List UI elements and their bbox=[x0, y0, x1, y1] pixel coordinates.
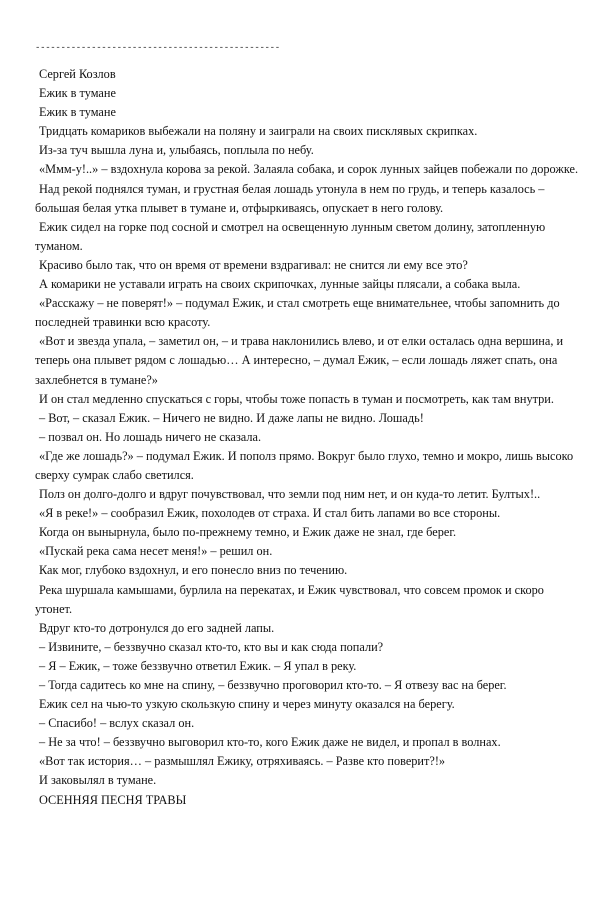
paragraph: Река шуршала камышами, бурлила на перекатах, и Ежик чувствовал, что совсем промок и скоро утонет. bbox=[35, 582, 544, 616]
paragraph: – позвал он. Но лошадь ничего не сказала. bbox=[39, 429, 262, 444]
paragraph: «Пускай река сама несет меня!» – решил он. bbox=[39, 544, 273, 559]
paragraph: Ежик сидел на горке под сосной и смотрел на освещенную лунным светом долину, затопленную туманом. bbox=[35, 219, 546, 253]
paragraph: – Тогда садитесь ко мне на спину, – беззвучно проговорил кто-то. – Я отвезу вас на берег. bbox=[39, 678, 507, 692]
paragraph: Ежик сел на чью-то узкую скользкую спину и через минуту оказался на берегу. bbox=[39, 697, 455, 712]
paragraph: Как мог, глубоко вздохнул, и его понесло вниз по течению. bbox=[39, 563, 348, 578]
paragraph: «Вот так история… – размышлял Ежику, отряхиваясь. – Разве кто поверит?!» bbox=[39, 754, 446, 769]
paragraph: «Вот и звезда упала, – заметил он, – и трава наклонились влево, и от елки осталась одна вершина, и теперь она плывет рядом с лошадью… А интересно, – думал Ежик, – если лошадь ляжет спать, она захлебнется в тумане?» bbox=[35, 334, 564, 387]
next-story-title: ОСЕННЯЯ ПЕСНЯ ТРАВЫ bbox=[39, 792, 187, 807]
author-name: Сергей Козлов bbox=[39, 67, 116, 81]
paragraph: Над рекой поднялся туман, и грустная белая лошадь утонула в нем по грудь, и теперь казалось – большая белая утка плывет в тумане и, отфыркиваясь, опускает в него голову. bbox=[35, 181, 545, 215]
separator-line: ------------------------------------------------ bbox=[35, 43, 280, 53]
paragraph: «Ммм-у!..» – вздохнула корова за рекой. Залаяла собака, и сорок лунных зайцев побежали по дорожке. bbox=[39, 162, 579, 177]
paragraph: – Спасибо! – вслух сказал он. bbox=[39, 716, 195, 731]
paragraph: Когда он вынырнула, было по-прежнему темно, и Ежик даже не знал, где берег. bbox=[39, 525, 457, 540]
paragraph: – Извините, – беззвучно сказал кто-то, кто вы и как сюда попали? bbox=[39, 639, 384, 654]
paragraph: Вдруг кто-то дотронулся до его задней лапы. bbox=[39, 620, 275, 635]
paragraph: И заковылял в тумане. bbox=[39, 773, 157, 788]
paragraph: Из-за туч вышла луна и, улыбаясь, поплыла по небу. bbox=[39, 143, 314, 158]
story-title: Ежик в тумане bbox=[39, 86, 116, 101]
paragraph: «Я в реке!» – сообразил Ежик, похолодев от страха. И стал бить лапами во все стороны. bbox=[39, 506, 501, 521]
paragraph: – Я – Ежик, – тоже беззвучно ответил Ежик. – Я упал в реку. bbox=[39, 658, 357, 673]
story-title-repeat: Ежик в тумане bbox=[39, 105, 116, 120]
paragraph: И он стал медленно спускаться с горы, чтобы тоже попасть в туман и посмотреть, как там внутри. bbox=[39, 391, 554, 406]
paragraph: «Где же лошадь?» – подумал Ежик. И пополз прямо. Вокруг было глухо, темно и мокро, лишь высоко сверху сумрак слабо светился. bbox=[35, 448, 574, 482]
paragraph: «Расскажу – не поверят!» – подумал Ежик, и стал смотреть еще внимательнее, чтобы запомнить до последней травинки всю красоту. bbox=[35, 296, 560, 330]
paragraph: – Вот, – сказал Ежик. – Ничего не видно. И даже лапы не видно. Лошадь! bbox=[39, 410, 424, 425]
paragraph: Красиво было так, что он время от времени вздрагивал: не снится ли ему все это? bbox=[39, 257, 468, 272]
paragraph: Полз он долго-долго и вдруг почувствовал, что земли под ним нет, и он куда-то летит. Бултых!.. bbox=[39, 487, 541, 502]
paragraph: – Не за что! – беззвучно выговорил кто-то, кого Ежик даже не видел, и пропал в волнах. bbox=[39, 735, 501, 750]
paragraph: А комарики не уставали играть на своих скрипочках, лунные зайцы плясали, а собака выла. bbox=[39, 277, 521, 292]
paragraph: Тридцать комариков выбежали на поляну и заиграли на своих писклявых скрипках. bbox=[39, 124, 478, 139]
document-body bbox=[35, 65, 580, 810]
